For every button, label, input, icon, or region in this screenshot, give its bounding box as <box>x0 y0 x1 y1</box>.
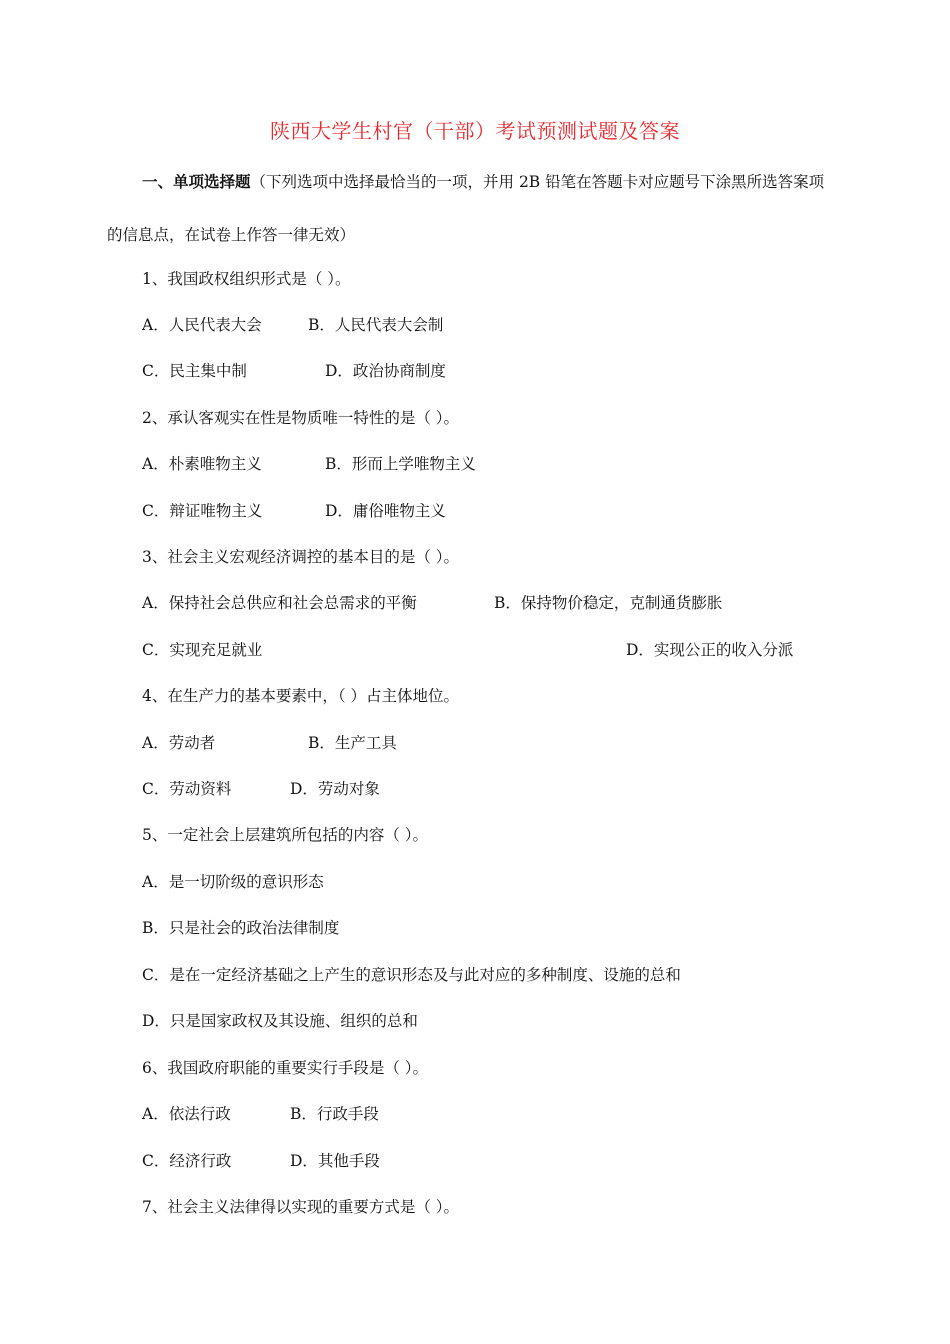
question-3-stem: 3、社会主义宏观经济调控的基本目的是（ ）。 <box>142 548 460 566</box>
question-4-option-d: D．劳动对象 <box>290 780 380 798</box>
question-6-option-b: B．行政手段 <box>290 1105 379 1123</box>
question-1-option-a: A．人民代表大会 <box>142 316 262 334</box>
question-2-option-a: A．朴素唯物主义 <box>142 455 262 473</box>
question-1-option-c: C．民主集中制 <box>142 362 247 380</box>
question-2-option-b: B．形而上学唯物主义 <box>325 455 476 473</box>
question-4-options-row1 <box>142 732 397 754</box>
question-2-options-row2 <box>142 500 446 522</box>
question-5-option-c: C．是在一定经济基础之上产生的意识形态及与此对应的多种制度、设施的总和 <box>142 966 681 984</box>
question-6-stem: 6、我国政府职能的重要实行手段是（ ）。 <box>142 1059 429 1077</box>
question-1-option-d: D．政治协商制度 <box>325 362 446 380</box>
section-instruction-line1 <box>142 171 824 193</box>
question-1-options-row2 <box>142 360 446 382</box>
question-2-option-d: D．庸俗唯物主义 <box>325 502 446 520</box>
question-4-option-a: A．劳动者 <box>142 734 216 752</box>
question-2-stem: 2、承认客观实在性是物质唯一特性的是（ ）。 <box>142 409 460 427</box>
question-3-option-b: B．保持物价稳定，克制通货膨胀 <box>494 594 723 612</box>
question-4-option-c: C．劳动资料 <box>142 780 232 798</box>
question-6-options-row2 <box>142 1150 380 1172</box>
question-3-option-a: A．保持社会总供应和社会总需求的平衡 <box>142 594 417 612</box>
question-6-option-c: C．经济行政 <box>142 1152 232 1170</box>
question-4-options-row2 <box>142 778 380 800</box>
question-1-option-b: B．人民代表大会制 <box>308 316 444 334</box>
question-1-options-row1 <box>142 314 443 336</box>
question-2-options-row1 <box>142 453 476 475</box>
question-4-stem: 4、在生产力的基本要素中，（ ）占主体地位。 <box>142 687 460 705</box>
question-3-options-row2 <box>142 639 793 661</box>
question-6-options-row1 <box>142 1103 379 1125</box>
document-title: 陕西大学生村官（干部）考试预测试题及答案 <box>270 119 680 143</box>
question-5-option-a: A．是一切阶级的意识形态 <box>142 873 324 891</box>
question-5-option-d: D．只是国家政权及其设施、组织的总和 <box>142 1012 418 1030</box>
question-1-stem: 1、我国政权组织形式是（ ）。 <box>142 270 351 288</box>
question-3-options-row1 <box>142 592 722 614</box>
section-heading: 一、单项选择题 <box>142 172 251 191</box>
question-3-option-c: C．实现充足就业 <box>142 641 263 659</box>
question-6-option-d: D．其他手段 <box>290 1152 380 1170</box>
question-3-option-d: D．实现公正的收入分派 <box>626 641 794 659</box>
question-7-stem: 7、社会主义法律得以实现的重要方式是（ ）。 <box>142 1198 460 1216</box>
question-6-option-a: A．依法行政 <box>142 1105 231 1123</box>
question-5-stem: 5、一定社会上层建筑所包括的内容（ ）。 <box>142 826 429 844</box>
section-instruction-line2: 的信息点，在试卷上作答一律无效） <box>107 226 356 244</box>
question-5-option-b: B．只是社会的政治法律制度 <box>142 919 340 937</box>
question-2-option-c: C．辩证唯物主义 <box>142 502 263 520</box>
section-instruction-text: （下列选项中选择最恰当的一项，并用 2B 铅笔在答题卡对应题号下涂黑所选答案项 <box>250 173 825 191</box>
question-4-option-b: B．生产工具 <box>308 734 397 752</box>
